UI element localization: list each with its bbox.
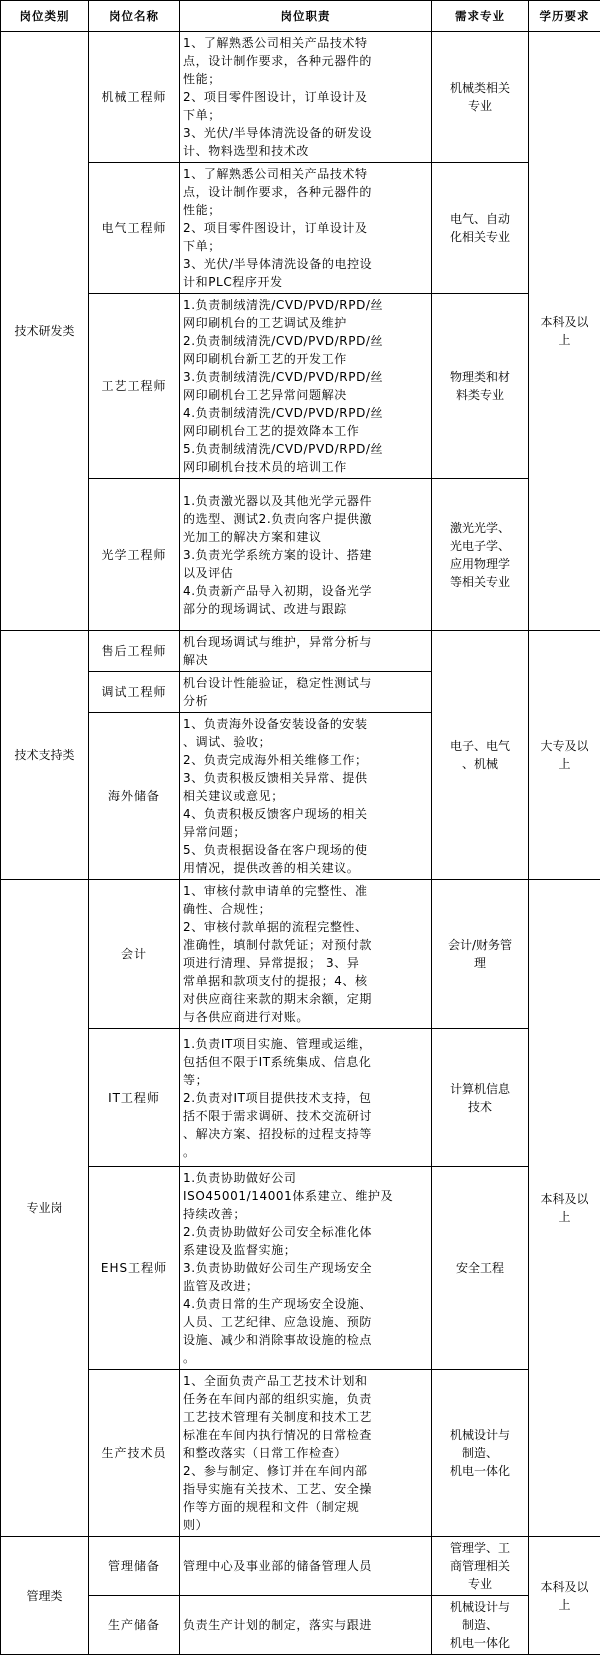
duties-cell: 1.负责激光器以及其他光学元器件 的选型、测试2.负责向客户提供激 光加工的解决方案和建议 3.负责光学系统方案的设计、搭建 以及评估 4.负责新产品导入初期，设备光学 部分的现场调试、改进与跟踪	[180, 479, 432, 631]
table-row	[1, 1596, 600, 1655]
header-row	[1, 1, 600, 32]
table-row	[1, 1537, 600, 1596]
table-row	[1, 479, 600, 631]
category-cell: 技术研发类	[1, 32, 89, 631]
table-row	[1, 294, 600, 479]
major-cell: 激光光学、 光电子学、 应用物理学 等相关专业	[432, 479, 529, 631]
table-row	[1, 1370, 600, 1537]
major-cell: 机械设计与 制造、 机电一体化	[432, 1370, 529, 1537]
duties-cell: 机台现场调试与维护，异常分析与 解决	[180, 631, 432, 672]
header-category: 岗位类别	[1, 1, 89, 32]
category-cell: 技术支持类	[1, 631, 89, 880]
position-cell: 机械工程师	[89, 32, 180, 163]
position-cell: 售后工程师	[89, 631, 180, 672]
position-cell: 调试工程师	[89, 672, 180, 713]
table-row	[1, 32, 600, 163]
position-cell: 生产技术员	[89, 1370, 180, 1537]
header-education: 学历要求	[529, 1, 600, 32]
duties-cell: 1、了解熟悉公司相关产品技术特 点，设计制作要求，各种元器件的 性能； 2、项目零件图设计，订单设计及 下单； 3、光伏/半导体清洗设备的电控设 计和PLC程序开发	[180, 163, 432, 294]
major-cell: 安全工程	[432, 1167, 529, 1370]
position-cell: 海外储备	[89, 713, 180, 880]
education-cell: 本科及以 上	[529, 32, 600, 631]
duties-cell: 1、了解熟悉公司相关产品技术特 点，设计制作要求，各种元器件的 性能； 2、项目零件图设计，订单设计及 下单； 3、光伏/半导体清洗设备的研发设 计、物料选型和技术改	[180, 32, 432, 163]
education-cell: 本科及以 上	[529, 880, 600, 1537]
duties-cell: 1.负责IT项目实施、管理或运维， 包括但不限于IT系统集成、信息化 等； 2.负责对IT项目提供技术支持，包 括不限于需求调研、技术交流研讨 、解决方案、招投标的过程支持等 。	[180, 1029, 432, 1167]
table-row	[1, 1029, 600, 1167]
table-row	[1, 163, 600, 294]
position-cell: 生产储备	[89, 1596, 180, 1655]
header-duties: 岗位职责	[180, 1, 432, 32]
position-cell: 管理储备	[89, 1537, 180, 1596]
major-cell: 电子、电气 、机械	[432, 631, 529, 880]
duties-cell: 管理中心及事业部的储备管理人员	[180, 1537, 432, 1596]
table-row	[1, 1167, 600, 1370]
major-cell: 管理学、工 商管理相关 专业	[432, 1537, 529, 1596]
category-cell: 管理类	[1, 1537, 89, 1655]
duties-cell: 1.负责制绒清洗/CVD/PVD/RPD/丝 网印刷机台的工艺调试及维护 2.负责制绒清洗/CVD/PVD/RPD/丝 网印刷机台新工艺的开发工作 3.负责制绒清洗/CVD/PVD/RPD/丝 网印刷机台工艺异常问题解决 4.负责制绒清洗/CVD/PVD/RPD/丝 网印刷机台工艺的提效降本工作 5.负责制绒清洗/CVD/PVD/RPD/丝 网印刷机台技术员的培训工作	[180, 294, 432, 479]
major-cell: 机械设计与 制造、 机电一体化	[432, 1596, 529, 1655]
position-cell: 工艺工程师	[89, 294, 180, 479]
duties-cell: 1、全面负责产品工艺技术计划和 任务在车间内部的组织实施，负责 工艺技术管理有关制度和技术工艺 标准在车间内执行情况的日常检查 和整改落实（日常工作检查） 2、参与制定、修订并在车间内部 指导实施有关技术、工艺、安全操 作等方面的规程和文件（制定规 则）	[180, 1370, 432, 1537]
education-cell: 本科及以 上	[529, 1537, 600, 1655]
position-cell: IT工程师	[89, 1029, 180, 1167]
education-cell: 大专及以 上	[529, 631, 600, 880]
major-cell: 会计/财务管 理	[432, 880, 529, 1029]
major-cell: 计算机信息 技术	[432, 1029, 529, 1167]
duties-cell: 1、审核付款申请单的完整性、准 确性、合规性； 2、审核付款单据的流程完整性、 准确性，填制付款凭证；对预付款 项进行清理、异常提报； 3、异 常单据和款项支付的提报；4、核 对供应商往来款的期末余额，定期 与各供应商进行对账。	[180, 880, 432, 1029]
position-cell: 会计	[89, 880, 180, 1029]
duties-cell: 1、负责海外设备安装设备的安装 、调试、验收； 2、负责完成海外相关维修工作； 3、负责积极反馈相关异常、提供 相关建议或意见； 4、负责积极反馈客户现场的相关 异常问题； 5、负责根据设备在客户现场的使 用情况，提供改善的相关建议。	[180, 713, 432, 880]
position-cell: EHS工程师	[89, 1167, 180, 1370]
table-row	[1, 631, 600, 672]
duties-cell: 负责生产计划的制定，落实与跟进	[180, 1596, 432, 1655]
major-cell: 电气、自动 化相关专业	[432, 163, 529, 294]
major-cell: 物理类和材 料类专业	[432, 294, 529, 479]
position-cell: 光学工程师	[89, 479, 180, 631]
position-cell: 电气工程师	[89, 163, 180, 294]
major-cell: 机械类相关 专业	[432, 32, 529, 163]
category-cell: 专业岗	[1, 880, 89, 1537]
table-row	[1, 880, 600, 1029]
header-position: 岗位名称	[89, 1, 180, 32]
duties-cell: 机台设计性能验证，稳定性测试与 分析	[180, 672, 432, 713]
duties-cell: 1.负责协助做好公司 ISO45001/14001体系建立、维护及 持续改善； 2.负责协助做好公司安全标准化体 系建设及监督实施； 3.负责协助做好公司生产现场安全 监管及改进； 4.负责日常的生产现场安全设施、 人员、工艺纪律、应急设施、预防 设施、减少和消除事故设施的检点 。	[180, 1167, 432, 1370]
header-major: 需求专业	[432, 1, 529, 32]
